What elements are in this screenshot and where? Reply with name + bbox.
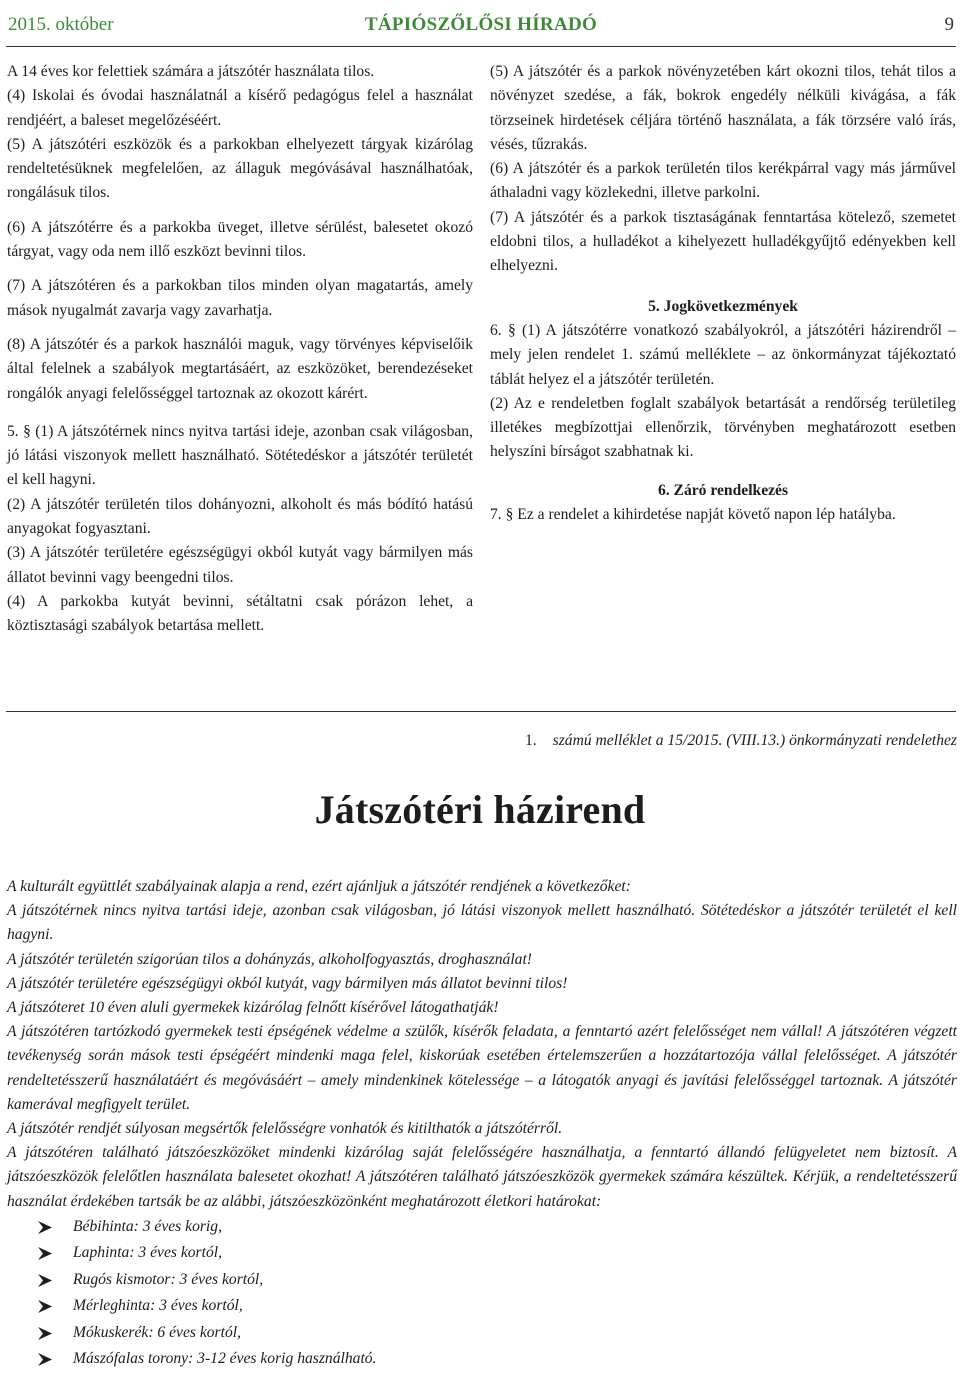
rule-paragraph: A kulturált együttlét szabályainak alapja a rend, ezért ajánljuk a játszótér rendjének a következőket: — [7, 878, 631, 895]
paragraph: (5) A játszótér és a parkok növényzetében kárt okozni tilos, tehát tilos a növényzet szedése, a fák, bokrok engedély nélküli kivágása, a fák törzseinek hirdetések céljára történő használata, a fák törzsére való írás, vésés, tűzrakás. — [490, 63, 956, 153]
section-divider — [6, 711, 956, 712]
annex-reference — [525, 732, 957, 750]
page-header — [6, 14, 956, 40]
list-item: Mászófalas torony: 3-12 éves korig használható. — [7, 1346, 957, 1373]
list-item: Rugós kismotor: 3 éves kortól, — [7, 1267, 957, 1294]
paragraph: (2) Az e rendeletben foglalt szabályok betartását a rendőrség területileg illetékes megbízottjai ellenőrzik, törvényben meghatározott esetben helyszíni bírságot szabhatnak ki. — [490, 394, 956, 461]
paragraph: (6) A játszótér és a parkok területén tilos kerékpárral vagy más járművel áthaladni vagy közlekedni, illetve parkolni. — [490, 160, 956, 202]
rule-paragraph: A játszótéren tartózkodó gyermekek testi épségének védelme a szülők, kísérők feladata, a fenntartó azért felelősséget nem vállal! A játszótéren végzett tevékenység során mások testi épségéért mindenki maga felel, kiskorúak esetében értelemszerűen a hozzátartozója vállal felelősséget. A játszótér rendeltetésszerű használatáért és megóvásáért – amely mindenkinek kötelessége – a látogatók anyagi és javítási felelősséggel tartoznak. A játszótér kamerával megfigyelt terület. — [7, 1023, 957, 1113]
newsletter-title: TÁPIÓSZŐLŐSI HÍRADÓ — [364, 14, 598, 35]
arrow-bullet-icon — [38, 1221, 52, 1234]
paragraph: (5) A játszótéri eszközök és a parkokban elhelyezett tárgyak kizárólag rendeltetésüknek megfelelően, az állaguk megóvásával használhatóak, rongálásuk tilos. — [7, 135, 473, 202]
left-column — [7, 60, 473, 639]
right-column — [490, 60, 956, 527]
paragraph: (6) A játszótérre és a parkokba üveget, illetve sérülést, balesetet okozó tárgyat, vagy oda nem illő eszközt bevinni tilos. — [7, 218, 473, 261]
paragraph: (7) A játszótéren és a parkokban tilos minden olyan magatartás, amely mások nyugalmát zavarja vagy zavarhatja. — [7, 277, 473, 319]
rule-paragraph: A játszóteret 10 éven aluli gyermekek kizárólag felnőtt kísérővel látogathatják! — [7, 999, 499, 1017]
list-item: Laphinta: 3 éves kortól, — [7, 1240, 957, 1267]
arrow-bullet-icon — [38, 1300, 52, 1313]
arrow-bullet-icon — [38, 1247, 52, 1260]
list-item: Mérleghinta: 3 éves kortól, — [7, 1293, 957, 1320]
annex-number: 1. — [524, 732, 537, 749]
age-limit-list — [7, 1214, 957, 1373]
rule-paragraph: A játszótér területén szigorúan tilos a dohányzás, alkoholfogyasztás, droghasználat! — [7, 950, 533, 968]
paragraph: (3) A játszótér területére egészségügyi okból kutyát vagy bármilyen más állatot bevinni vagy beengedni tilos. — [7, 544, 473, 586]
rule-paragraph: A játszótéren található játszóeszközöket mindenki kizárólag saját felelősségére használhatja, a fenntartó állandó felügyeletet nem biztosít. A játszóeszközök felelőtlen használata balesetet okozhat! A játszótéren található játszóeszközök gyermekek számára készültek. Kérjük, a rendeltetésszerű használat érdekében tartsák be az alábbi, játszóeszközönként meghatározott életkori határokat: — [7, 1144, 957, 1210]
paragraph: (2) A játszótér területén tilos dohányozni, alkoholt és más bódító hatású anyagokat fogyasztani. — [7, 495, 473, 538]
arrow-bullet-icon — [38, 1327, 52, 1340]
section-heading: 5. Jogkövetkezmények — [648, 297, 798, 315]
issue-date: 2015. október — [8, 14, 114, 35]
paragraph: 5. § (1) A játszótérnek nincs nyitva tartási ideje, azonban csak világosban, jó látási viszonyok mellett használható. Sötétedéskor a játszótér területét el kell hagyni. — [7, 422, 473, 489]
paragraph: (7) A játszótér és a parkok tisztaságának fenntartása kötelező, szemetet eldobni tilos, a hulladékot a kihelyezett hulladékgyűjtő edényekben kell elhelyezni. — [490, 208, 956, 275]
section-heading: 6. Záró rendelkezés — [657, 481, 789, 499]
paragraph: 6. § (1) A játszótérre vonatkozó szabályokról, a játszótéri házirendről – mely jelen rendelet 1. számú melléklete – az önkormányzat tájékoztató táblát helyez el a játszótér területén. — [490, 321, 956, 388]
annex-title: Játszótéri házirend — [314, 787, 646, 832]
annex-reference-text: számú melléklet a 15/2015. (VIII.13.) önkormányzati rendelethez — [552, 732, 957, 749]
paragraph: (4) Iskolai és óvodai használatnál a kísérő pedagógus felel a használat rendjéért, a baleset megelőzéséért. — [7, 87, 473, 129]
rule-paragraph: A játszótér rendjét súlyosan megsértők felelősségre vonhatók és kitilthatók a játszótérről. — [7, 1120, 563, 1138]
paragraph: A 14 éves kor felettiek számára a játszótér használata tilos. — [7, 63, 375, 80]
house-rules-body — [7, 875, 957, 1373]
arrow-bullet-icon — [38, 1353, 52, 1366]
header-divider — [6, 46, 956, 47]
paragraph: 7. § Ez a rendelet a kihirdetése napját követő napon lép hatályba. — [490, 506, 896, 524]
paragraph: (8) A játszótér és a parkok használói maguk, vagy törvényes képviselőik által felelnek a szabályok megtartásáért, az eszközöket, berendezéseket rongálók anyagi felelősséggel tartoznak az okozott kárért. — [7, 335, 473, 402]
rule-paragraph: A játszótérnek nincs nyitva tartási ideje, azonban csak világosban, jó látási viszonyok mellett használható. Sötétedéskor a játszótér területét el kell hagyni. — [7, 902, 957, 944]
rule-paragraph: A játszótér területére egészségügyi okból kutyát, vagy bármilyen más állatot bevinni tilos! — [7, 974, 568, 992]
paragraph: (4) A parkokba kutyát bevinni, sétáltatni csak pórázon lehet, a köztisztasági szabályok betartása mellett. — [7, 592, 473, 635]
list-item: Mókuskerék: 6 éves kortól, — [7, 1320, 957, 1347]
page-number: 9 — [944, 14, 954, 35]
list-item: Bébihinta: 3 éves korig, — [7, 1214, 957, 1241]
arrow-bullet-icon — [38, 1274, 52, 1287]
